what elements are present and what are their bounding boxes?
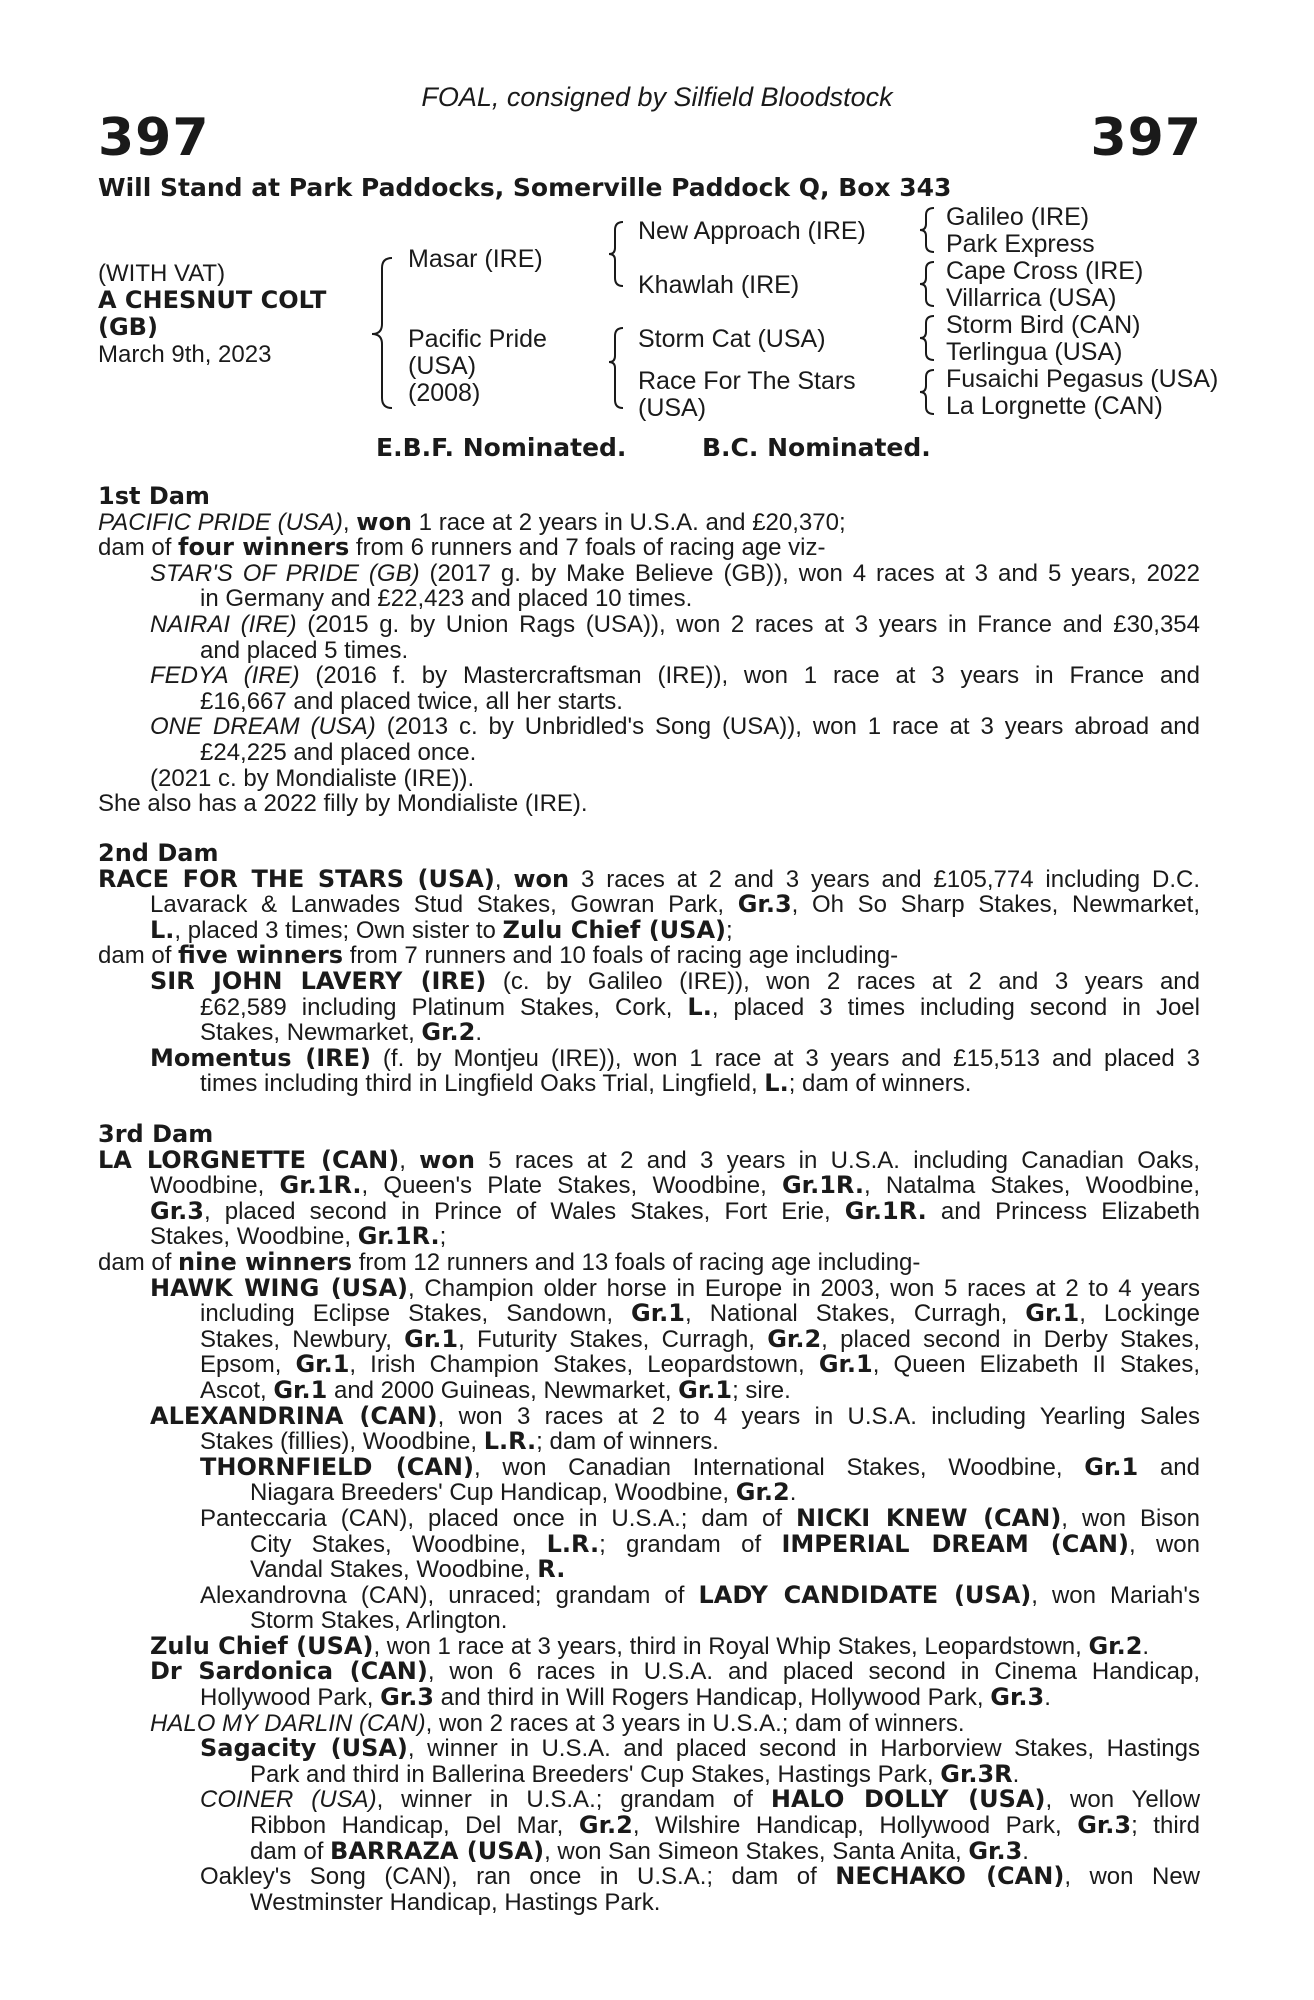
brace-ds bbox=[920, 316, 934, 360]
second-dam-title: 2nd Dam bbox=[98, 839, 219, 867]
lot-number-left: 397 bbox=[98, 108, 210, 168]
third-dam-section: 3rd Dam LA LORGNETTE (CAN), won 5 races at 2 and 3 years in U.S.A. including Canadian Oaks, Woodbine, Gr.1R., Queen's Plate Stakes, Woodbine, Gr.1R., Natalma Stakes, Woodbine, Gr.3, placed second in Prince of Wales Stakes, Fort Erie, Gr.1R. and Princess Elizabeth Stakes, Woodbine, Gr.1R.; dam of nine winners from 12 runners and 13 foals of racing age including- HAWK WING (USA), Champion older horse in Europe in 2003, won 5 races at 2 to 4 years including Eclipse Stakes, Sandown, Gr.1, National Stakes, Curragh, Gr.1, Lockinge Stakes, Newbury, Gr.1, Futurity Stakes, Curragh, Gr.2, placed second in Derby Stakes, Epsom, Gr.1, Irish Champion Stakes, Leopardstown, Gr.1, Queen Elizabeth II Stakes, Ascot, Gr.1 and 2000 Guineas, Newmarket, Gr.1; sire. ALEXANDRINA (CAN), won 3 races at 2 to 4 years in U.S.A. including Yearling Sales Stakes (fillies), Woodbine, L.R.; dam of winners. THORNFIELD (CAN), won Canadian International Stakes, Woodbine, Gr.1 and Niagara Breeders' Cup Handicap, Woodbine, Gr.2. Panteccaria (CAN), placed once in U.S.A.; dam of NICKI KNEW (CAN), won Bison City Stakes, Woodbine, L.R.; grandam of IMPERIAL DREAM (CAN), won Vandal Stakes, Woodbine, R. Alexandrovna (CAN), unraced; grandam of LADY CANDIDATE (USA), won Mariah's Storm Stakes, Arlington. Zulu Chief (USA), won 1 race at 3 years, third in Royal Whip Stakes, Leopardstown, Gr.2. Dr Sardonica (CAN), won 6 races in U.S.A. and placed second in Cinema Handicap, Hollywood Park, Gr.3 and third in Will Rogers Handicap, Hollywood Park, Gr.3. HALO MY DARLIN (CAN), won 2 races at 3 years in U.S.A.; dam of winners. Sagacity (USA), winner in U.S.A. and placed second in Harborview Stakes, Hastings Park and third in Ballerina Breeders' Cup Stakes, Hastings Park, Gr.3R. COINER (USA), winner in U.S.A.; grandam of HALO DOLLY (USA), won Yellow Ribbon Handicap, Del Mar, Gr.2, Wilshire Handicap, Hollywood Park, Gr.3; third dam of BARRAZA (USA), won San Simeon Stakes, Santa Anita, Gr.3. Oakley's Song (CAN), ran once in U.S.A.; dam of NECHAKO (CAN), won New Westminster Handicap, Hastings Park. bbox=[98, 1120, 1201, 1916]
stand-location: Will Stand at Park Paddocks, Somerville Paddock Q, Box 343 bbox=[98, 173, 952, 202]
bc-nomination: B.C. Nominated. bbox=[702, 433, 931, 462]
ebf-nomination: E.B.F. Nominated. bbox=[376, 433, 627, 462]
sd-dam: Villarrica (USA) bbox=[946, 284, 1117, 312]
produce-entry: NAIRAI (IRE) (2015 g. by Union Rags (USA)), won 2 races at 3 years in France and £30,354 bbox=[150, 610, 1200, 638]
foaling-date: March 9th, 2023 bbox=[98, 341, 272, 368]
ds-dam: Terlingua (USA) bbox=[946, 338, 1123, 366]
produce-entry: Zulu Chief (USA), won 1 race at 3 years, third in Royal Whip Stakes, Leopardstown, Gr.2. bbox=[150, 1631, 1150, 1660]
first-dam-section: 1st Dam PACIFIC PRIDE (USA), won 1 race at 2 years in U.S.A. and £20,370; dam of four winners from 6 runners and 7 foals of racing age viz- STAR'S OF PRIDE (GB) (2017 g. by Make Believe (GB)), won 4 races at 3 and 5 years, 2022 in Germany and £22,423 and placed 10 times. NAIRAI (IRE) (2015 g. by Union Rags (USA)), won 2 races at 3 years in France and £30,354 and placed 5 times. FEDYA (IRE) (2016 f. by Mastercraftsman (IRE)), won 1 race at 3 years in France and £16,667 and placed twice, all her starts. ONE DREAM (USA) (2013 c. by Unbridled's Song (USA)), won 1 race at 3 years abroad and £24,225 and placed once. (2021 c. by Mondialiste (IRE)). She also has a 2022 filly by Mondialiste (IRE). bbox=[98, 482, 1200, 818]
produce-entry: SIR JOHN LAVERY (IRE) (c. by Galileo (IRE)), won 2 races at 2 and 3 years and bbox=[150, 966, 1200, 995]
produce-entry: Oakley's Song (CAN), ran once in U.S.A.; dam of NECHAKO (CAN), won New bbox=[200, 1862, 1201, 1891]
brace-ss bbox=[920, 208, 934, 252]
dd-dam: La Lorgnette (CAN) bbox=[946, 392, 1163, 420]
produce-entry: ONE DREAM (USA) (2013 c. by Unbridled's Song (USA)), won 1 race at 3 years abroad and bbox=[150, 713, 1200, 741]
sire-dam: Khawlah (IRE) bbox=[638, 271, 800, 299]
first-dam-title: 1st Dam bbox=[98, 482, 210, 510]
ss-dam: Park Express bbox=[946, 230, 1095, 258]
dam-line-3: (2008) bbox=[408, 379, 481, 407]
produce-entry: ALEXANDRINA (CAN), won 3 races at 2 to 4 years in U.S.A. including Yearling Sales bbox=[150, 1401, 1200, 1430]
produce-entry: Momentus (IRE) (f. by Montjeu (IRE)), won 1 race at 3 years and £15,513 and placed 3 bbox=[150, 1043, 1200, 1072]
dd-sire: Fusaichi Pegasus (USA) bbox=[946, 365, 1219, 393]
third-dam-title: 3rd Dam bbox=[98, 1120, 214, 1148]
sire: Masar (IRE) bbox=[408, 245, 543, 273]
sire-sire: New Approach (IRE) bbox=[638, 217, 866, 245]
produce-entry: Dr Sardonica (CAN), won 6 races in U.S.A. and placed second in Cinema Handicap, bbox=[150, 1657, 1200, 1686]
produce-entry: COINER (USA), winner in U.S.A.; grandam of HALO DOLLY (USA), won Yellow bbox=[200, 1785, 1201, 1814]
second-dam-section: 2nd Dam RACE FOR THE STARS (USA), won 3 races at 2 and 3 years and £105,774 including D.C. Lavarack & Lanwades Stud Stakes, Gowran Park, Gr.3, Oh So Sharp Stakes, Newmarket, L., placed 3 times; Own sister to Zulu Chief (USA); dam of five winners from 7 runners and 10 foals of racing age including- SIR JOHN LAVERY (IRE) (c. by Galileo (IRE)), won 2 races at 2 and 3 years and £62,589 including Platinum Stakes, Cork, L., placed 3 times including second in Joel Stakes, Newmarket, Gr.2. Momentus (IRE) (f. by Montjeu (IRE)), won 1 race at 3 years and £15,513 and placed 3 times including third in Lingfield Oaks Trial, Lingfield, L.; dam of winners. bbox=[98, 839, 1201, 1098]
dam-dam-1: Race For The Stars bbox=[638, 367, 856, 395]
vat-note: (WITH VAT) bbox=[98, 260, 226, 287]
horse-title: A CHESNUT COLT bbox=[98, 286, 327, 314]
consignor-line: FOAL, consigned by Silfield Bloodstock bbox=[421, 82, 893, 112]
produce-entry: Alexandrovna (CAN), unraced; grandam of LADY CANDIDATE (USA), won Mariah's bbox=[200, 1580, 1200, 1609]
produce-entry: THORNFIELD (CAN), won Canadian International Stakes, Woodbine, Gr.1 and bbox=[200, 1452, 1200, 1481]
produce-entry: Panteccaria (CAN), placed once in U.S.A.; dam of NICKI KNEW (CAN), won Bison bbox=[200, 1503, 1200, 1532]
dam-dam-2: (USA) bbox=[638, 394, 707, 422]
horse-origin: (GB) bbox=[98, 313, 158, 341]
lot-number-right: 397 bbox=[1090, 108, 1202, 168]
produce-entry: FEDYA (IRE) (2016 f. by Mastercraftsman (IRE)), won 1 race at 3 years in France and bbox=[150, 662, 1200, 690]
dam-sire: Storm Cat (USA) bbox=[638, 325, 826, 353]
ds-sire: Storm Bird (CAN) bbox=[946, 311, 1141, 339]
dam-line-1: Pacific Pride bbox=[408, 325, 547, 353]
dam-line-2: (USA) bbox=[408, 352, 477, 380]
produce-entry: STAR'S OF PRIDE (GB) (2017 g. by Make Believe (GB)), won 4 races at 3 and 5 years, 2022 bbox=[150, 559, 1200, 587]
produce-note: She also has a 2022 filly by Mondialiste (IRE). bbox=[98, 790, 588, 818]
produce-entry: (2021 c. by Mondialiste (IRE)). bbox=[150, 764, 475, 792]
produce-entry: HALO MY DARLIN (CAN), won 2 races at 3 years in U.S.A.; dam of winners. bbox=[150, 1709, 965, 1737]
ss-sire: Galileo (IRE) bbox=[946, 203, 1090, 231]
brace-sd bbox=[920, 262, 934, 306]
brace-gen1 bbox=[372, 258, 392, 408]
sd-sire: Cape Cross (IRE) bbox=[946, 257, 1144, 285]
brace-dam bbox=[609, 328, 623, 408]
brace-dd bbox=[920, 370, 934, 414]
brace-sire bbox=[609, 222, 623, 286]
dam-name: PACIFIC PRIDE (USA) bbox=[98, 508, 343, 536]
produce-entry: Sagacity (USA), winner in U.S.A. and placed second in Harborview Stakes, Hastings bbox=[200, 1734, 1200, 1763]
produce-entry: HAWK WING (USA), Champion older horse in Europe in 2003, won 5 races at 2 to 4 years bbox=[150, 1273, 1200, 1302]
